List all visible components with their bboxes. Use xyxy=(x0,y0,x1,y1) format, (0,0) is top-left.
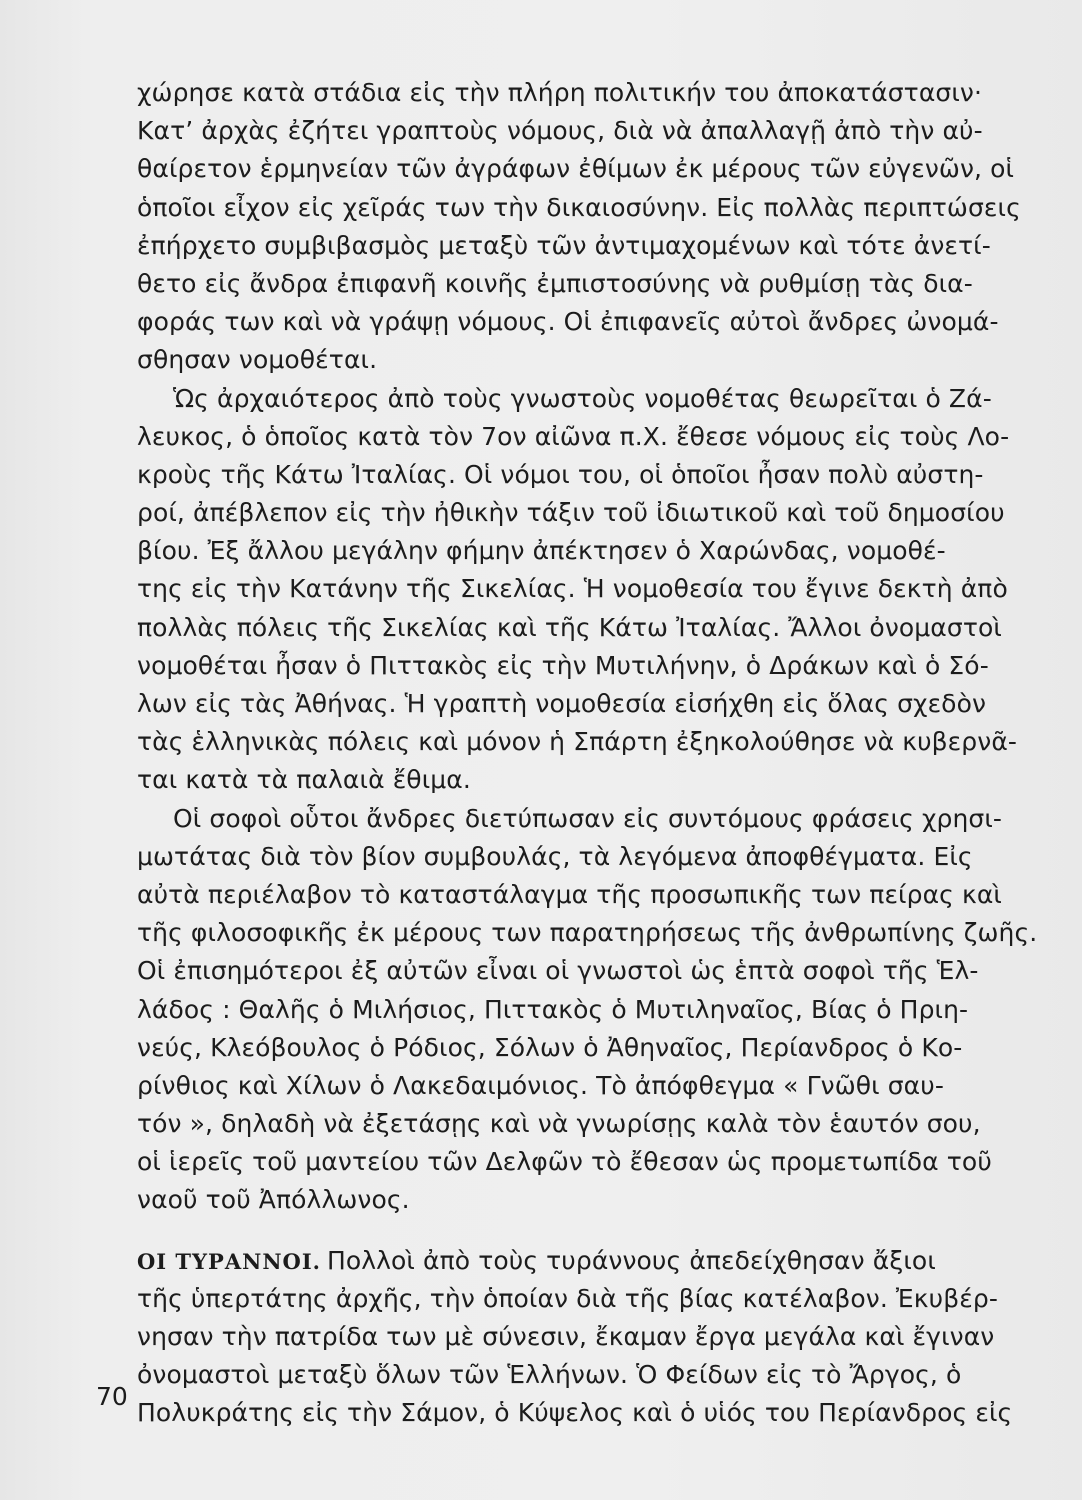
text-line: φοράς των καὶ νὰ γράψῃ νόμους. Οἱ ἐπιφανεῖς αὐτοὶ ἄνδρες ὠνομά- xyxy=(137,307,999,337)
text-line: ὁποῖοι εἶχον εἰς χεῖράς των τὴν δικαιοσύνην. Εἰς πολλὰς περιπτώσεις xyxy=(137,192,1021,222)
text-line: τόν », δηλαδὴ νὰ ἐξετάσῃς καὶ νὰ γνωρίσῃς καλὰ τὸν ἑαυτόν σου, xyxy=(137,1109,981,1139)
text-line: θετο εἰς ἄνδρα ἐπιφανῆ κοινῆς ἐμπιστοσύνης νὰ ρυθμίσῃ τὰς δια- xyxy=(137,268,973,298)
text-line: ροί, ἀπέβλεπον εἰς τὴν ἠθικὴν τάξιν τοῦ ἰδιωτικοῦ καὶ τοῦ δημοσίου xyxy=(137,498,1005,528)
text-line: Ὡς ἀρχαιότερος ἀπὸ τοὺς γνωστοὺς νομοθέτας θεωρεῖται ὁ Ζά- xyxy=(173,383,992,413)
text-line: λων εἰς τὰς Ἀθήνας. Ἡ γραπτὴ νομοθεσία εἰσήχθη εἰς ὅλας σχεδὸν xyxy=(137,689,987,718)
text-line: βίου. Ἐξ ἄλλου μεγάλην φήμην ἀπέκτησεν ὁ Χαρώνδας, νομοθέ- xyxy=(137,536,946,566)
text-line: της εἰς τὴν Κατάνην τῆς Σικελίας. Ἡ νομοθεσία του ἔγινε δεκτὴ ἀπὸ xyxy=(137,574,1008,604)
text-line: χώρησε κατὰ στάδια εἰς τὴν πλήρη πολιτικήν του ἀποκατάστασιν· xyxy=(137,78,983,107)
text-line: ἐπήρχετο συμβιβασμὸς μεταξὺ τῶν ἀντιμαχομένων καὶ τότε ἀνετί- xyxy=(137,230,991,260)
text-line: ρίνθιος καὶ Χίλων ὁ Λακεδαιμόνιος. Τὸ ἀπόφθεγμα « Γνῶθι σαυ- xyxy=(137,1070,944,1100)
text-line: ται κατὰ τὰ παλαιὰ ἔθιμα. xyxy=(137,765,471,795)
text-line: λάδος : Θαλῆς ὁ Μιλήσιος, Πιττακὸς ὁ Μυτιληναῖος, Βίας ὁ Πριη- xyxy=(137,994,969,1024)
text-line: πολλὰς πόλεις τῆς Σικελίας καὶ τῆς Κάτω Ἰταλίας. Ἄλλοι ὀνομαστοὶ xyxy=(137,612,1002,642)
text-line: Οἱ σοφοὶ οὗτοι ἄνδρες διετύπωσαν εἰς συντόμους φράσεις χρησι- xyxy=(173,803,1003,833)
body-text xyxy=(137,74,1038,1433)
section-heading-tyrants: ΟΙ ΤΥΡΑΝΝΟΙ. xyxy=(137,1248,321,1274)
text-line: ναοῦ τοῦ Ἀπόλλωνος. xyxy=(137,1185,410,1215)
text-line: τὰς ἑλληνικὰς πόλεις καὶ μόνον ἡ Σπάρτη ἐξηκολούθησε νὰ κυβερνᾶ- xyxy=(137,727,1018,757)
text-line: ὀνομαστοὶ μεταξὺ ὅλων τῶν Ἑλλήνων. Ὁ Φείδων εἰς τὸ Ἄργος, ὁ xyxy=(137,1360,962,1390)
text-line: αὐτὰ περιέλαβον τὸ καταστάλαγμα τῆς προσωπικῆς των πείρας καὶ xyxy=(137,879,1002,909)
text-line: Πολλοὶ ἀπὸ τοὺς τυράννους ἀπεδείχθησαν ἄξιοι xyxy=(326,1245,936,1275)
text-line: νησαν τὴν πατρίδα των μὲ σύνεσιν, ἔκαμαν ἔργα μεγάλα καὶ ἔγιναν xyxy=(137,1322,995,1351)
text-line: κροὺς τῆς Κάτω Ἰταλίας. Οἱ νόμοι του, οἱ ὁποῖοι ἦσαν πολὺ αὐστη- xyxy=(137,459,984,489)
page-number: 70 xyxy=(96,1382,128,1411)
text-line: σθησαν νομοθέται. xyxy=(137,345,378,375)
tyrants-first-line xyxy=(137,1242,997,1280)
text-line: νεύς, Κλεόβουλος ὁ Ρόδιος, Σόλων ὁ Ἀθηναῖος, Περίανδρος ὁ Κο- xyxy=(137,1032,963,1062)
text-line: τῆς φιλοσοφικῆς ἐκ μέρους των παρατηρήσεως τῆς ἀνθρωπίνης ζωῆς. xyxy=(137,918,1038,948)
text-line: μωτάτας διὰ τὸν βίον συμβουλάς, τὰ λεγόμενα ἀποφθέγματα. Εἰς xyxy=(137,841,973,871)
text-line: Πολυκράτης εἰς τὴν Σάμον, ὁ Κύψελος καὶ ὁ υἱός του Περίανδρος εἰς xyxy=(137,1398,1013,1428)
text-line: τῆς ὑπερτάτης ἀρχῆς, τὴν ὁποίαν διὰ τῆς βίας κατέλαβον. Ἐκυβέρ- xyxy=(137,1283,998,1313)
text-line: νομοθέται ἦσαν ὁ Πιττακὸς εἰς τὴν Μυτιλήνην, ὁ Δράκων καὶ ὁ Σό- xyxy=(137,650,989,680)
text-line: θαίρετον ἑρμηνείαν τῶν ἀγράφων ἐθίμων ἐκ μέρους τῶν εὐγενῶν, οἱ xyxy=(137,154,1015,184)
text-line: Κατ’ ἀρχὰς ἐζήτει γραπτοὺς νόμους, διὰ νὰ ἀπαλλαγῇ ἀπὸ τὴν αὐ- xyxy=(137,116,983,146)
text-line: λευκος, ὁ ὁποῖος κατὰ τὸν 7ον αἰῶνα π.Χ. ἔθεσε νόμους εἰς τοὺς Λο- xyxy=(137,421,1010,451)
text-line: οἱ ἱερεῖς τοῦ μαντείου τῶν Δελφῶν τὸ ἔθεσαν ὡς προμετωπίδα τοῦ xyxy=(137,1147,992,1177)
text-line: Οἱ ἐπισημότεροι ἐξ αὐτῶν εἶναι οἱ γνωστοὶ ὡς ἑπτὰ σοφοὶ τῆς Ἑλ- xyxy=(137,956,979,986)
